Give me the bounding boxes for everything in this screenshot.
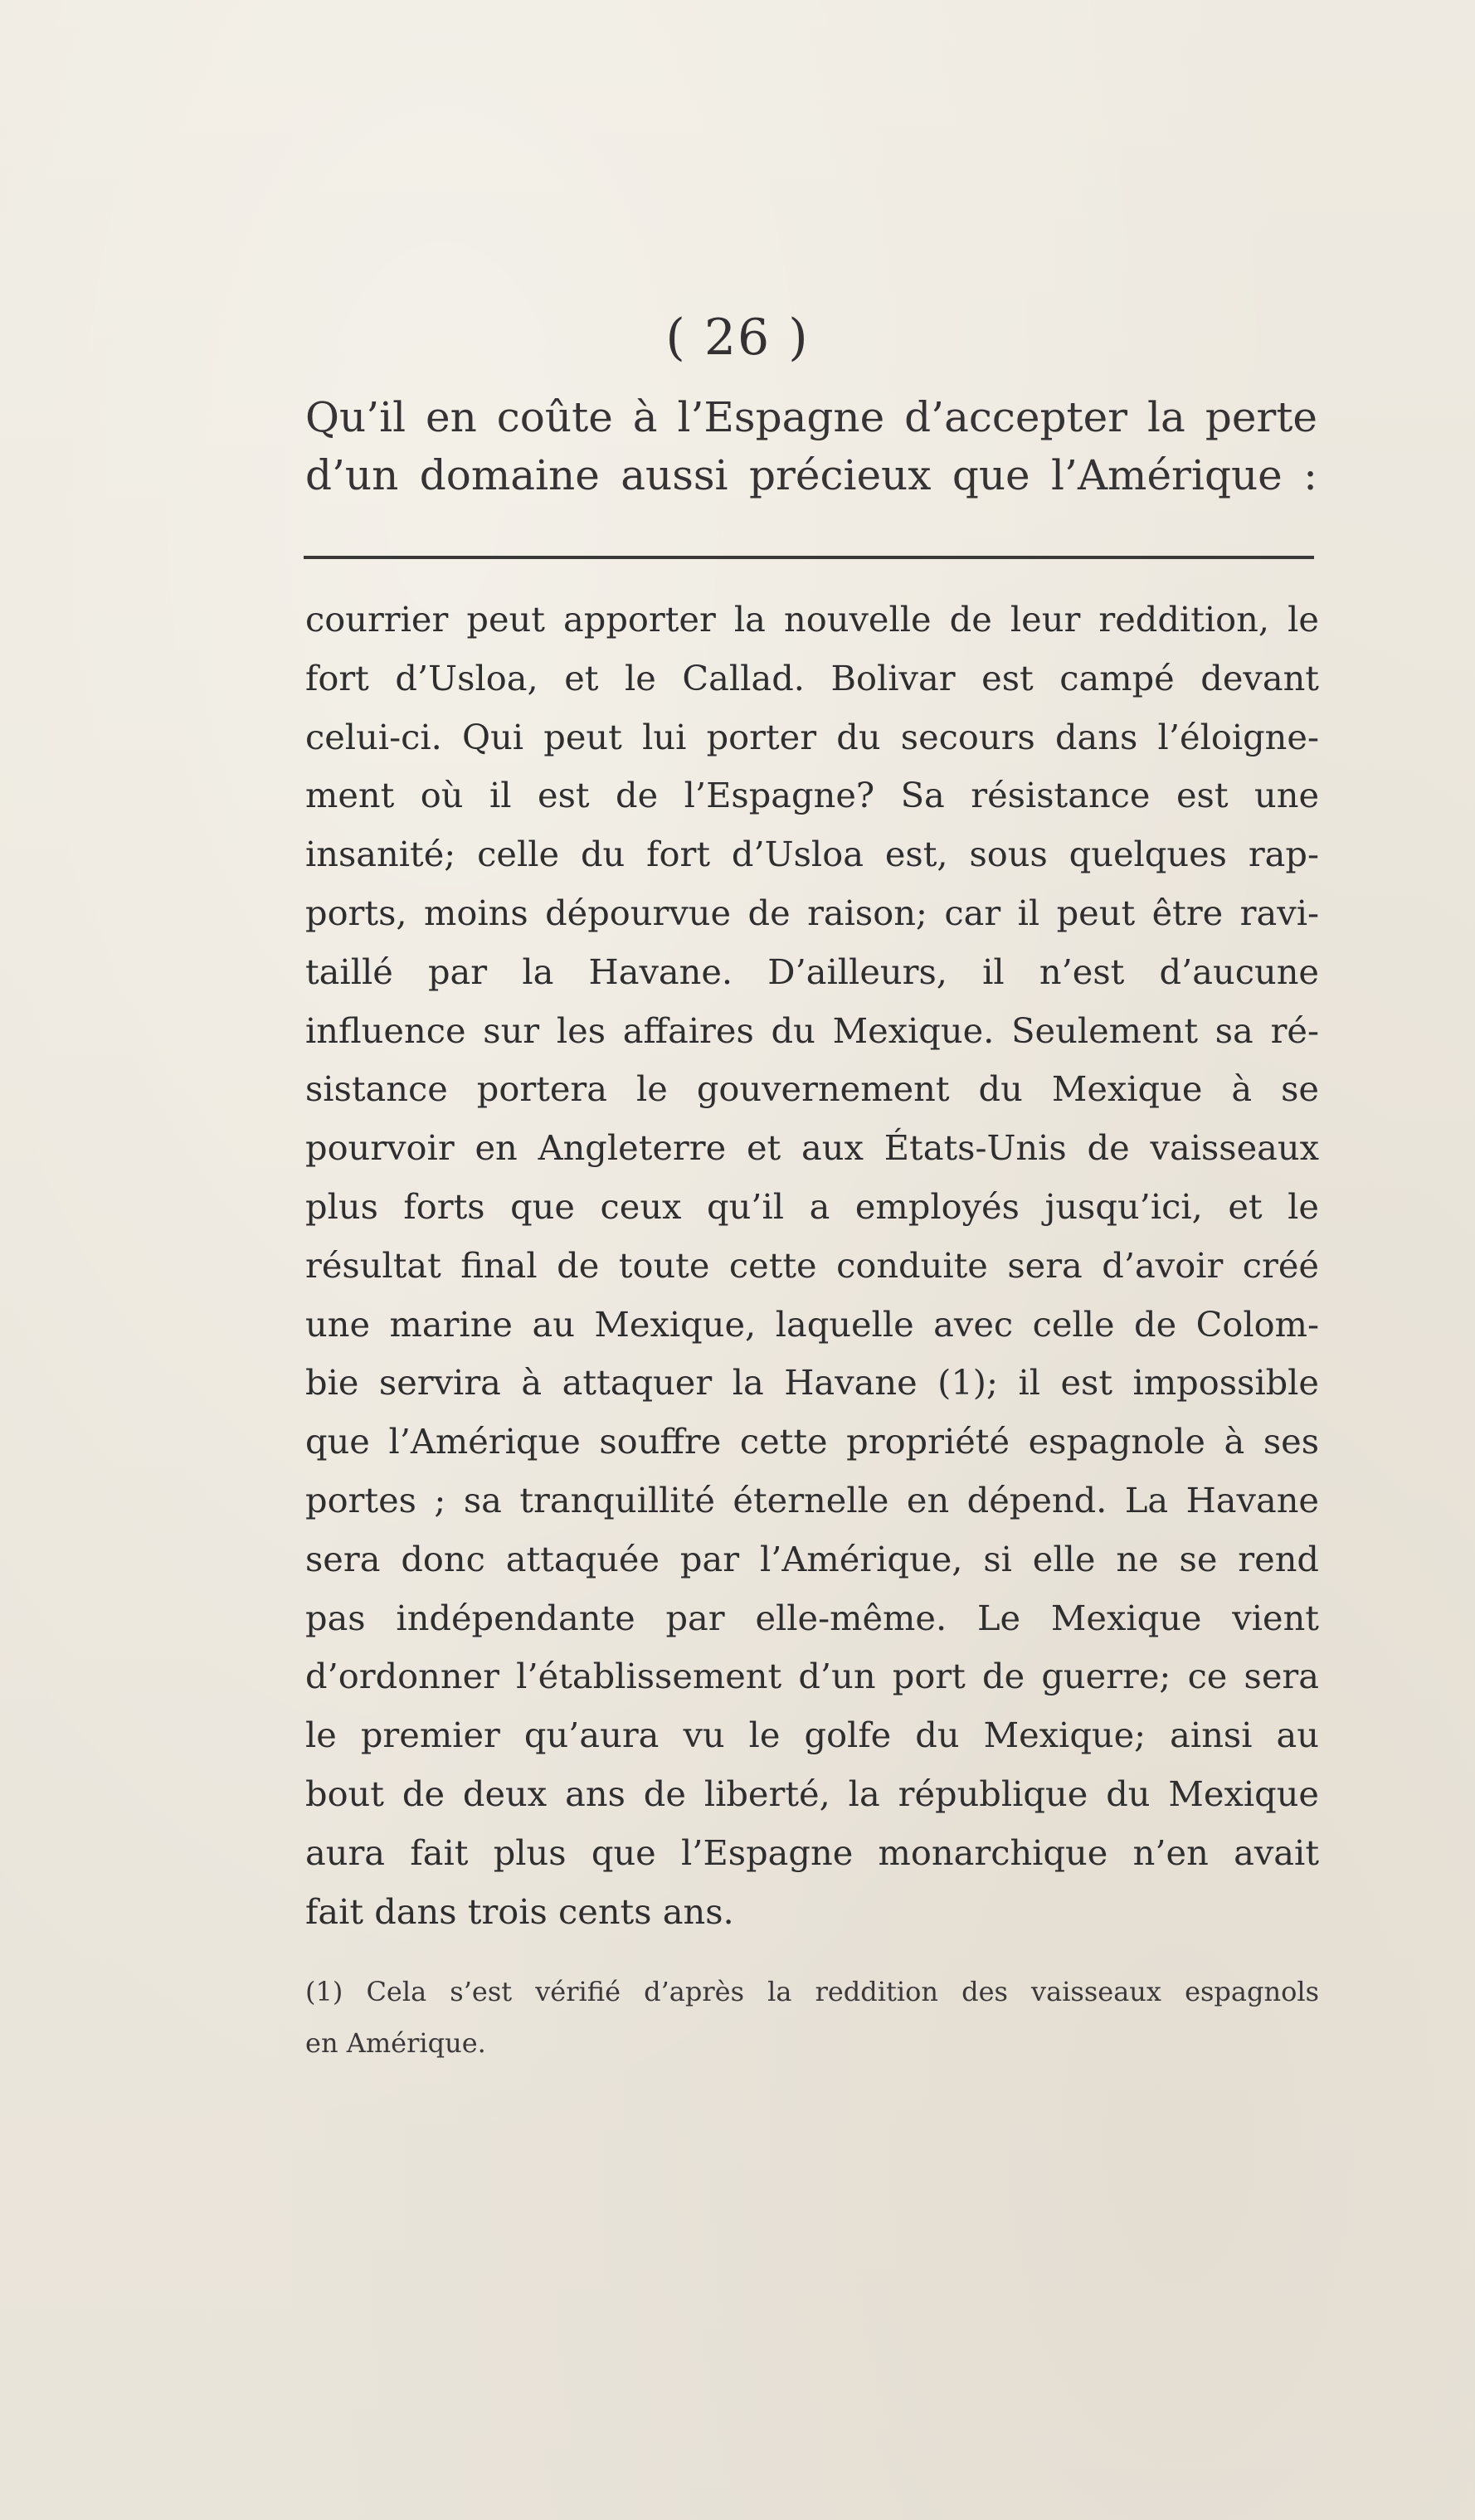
body-paragraph: [305, 591, 1319, 1941]
text-line: celui-ci. Qui peut lui porter du secours dans l’éloigne-: [305, 716, 1319, 757]
text-line: que l’Amérique souffre cette propriété espagnole à ses: [305, 1421, 1319, 1462]
text-line: ports, moins dépourvue de raison; car il peut être ravi-: [305, 892, 1319, 933]
text-line: fait dans trois cents ans.: [305, 1890, 734, 1932]
header-line: Qu’il en coûte à l’Espagne d’accepter la perte: [305, 393, 1317, 441]
header-line: d’un domaine aussi précieux que l’Amérique :: [305, 451, 1317, 499]
text-line: fort d’Usloa, et le Callad. Bolivar est campé devant: [305, 657, 1319, 698]
text-line: pas indépendante par elle-même. Le Mexique vient: [305, 1597, 1319, 1638]
text-line: le premier qu’aura vu le golfe du Mexique; ainsi au: [305, 1715, 1319, 1756]
text-line: taillé par la Havane. D’ailleurs, il n’est d’aucune: [305, 951, 1319, 992]
text-line: d’ordonner l’établissement d’un port de guerre; ce sera: [305, 1656, 1319, 1697]
text-line: portes ; sa tranquillité éternelle en dépend. La Havane: [305, 1479, 1319, 1520]
text-line: insanité; celle du fort d’Usloa est, sous quelques rap-: [305, 834, 1319, 875]
text-line: courrier peut apporter la nouvelle de leur reddition, le: [305, 599, 1319, 640]
text-line: sistance portera le gouvernement du Mexique à se: [305, 1068, 1319, 1110]
text-line: résultat final de toute cette conduite sera d’avoir créé: [305, 1244, 1319, 1286]
text-line: influence sur les affaires du Mexique. Seulement sa ré-: [305, 1009, 1319, 1051]
text-line: ment où il est de l’Espagne? Sa résistance est une: [305, 775, 1319, 816]
text-line: bout de deux ans de liberté, la république du Mexique: [305, 1773, 1319, 1814]
header-divider: [304, 556, 1314, 559]
text-line: pourvoir en Angleterre et aux États-Unis de vaisseaux: [305, 1127, 1319, 1169]
footnote-line: en Amérique.: [305, 2027, 486, 2059]
text-line: une marine au Mexique, laquelle avec celle de Colom-: [305, 1303, 1319, 1345]
text-line: sera donc attaquée par l’Amérique, si elle ne se rend: [305, 1538, 1319, 1579]
page-number: ( 26 ): [665, 309, 810, 367]
footnote-line: (1) Cela s’est vérifié d’après la reddition des vaisseaux espagnols: [305, 1976, 1319, 2007]
running-header: [305, 388, 1317, 504]
text-line: aura fait plus que l’Espagne monarchique n’en avait: [305, 1832, 1319, 1873]
text-line: plus forts que ceux qu’il a employés jusqu’ici, et le: [305, 1185, 1319, 1227]
text-line: bie servira à attaquer la Havane (1); il est impossible: [305, 1362, 1319, 1404]
footnote: [305, 1966, 1319, 2069]
